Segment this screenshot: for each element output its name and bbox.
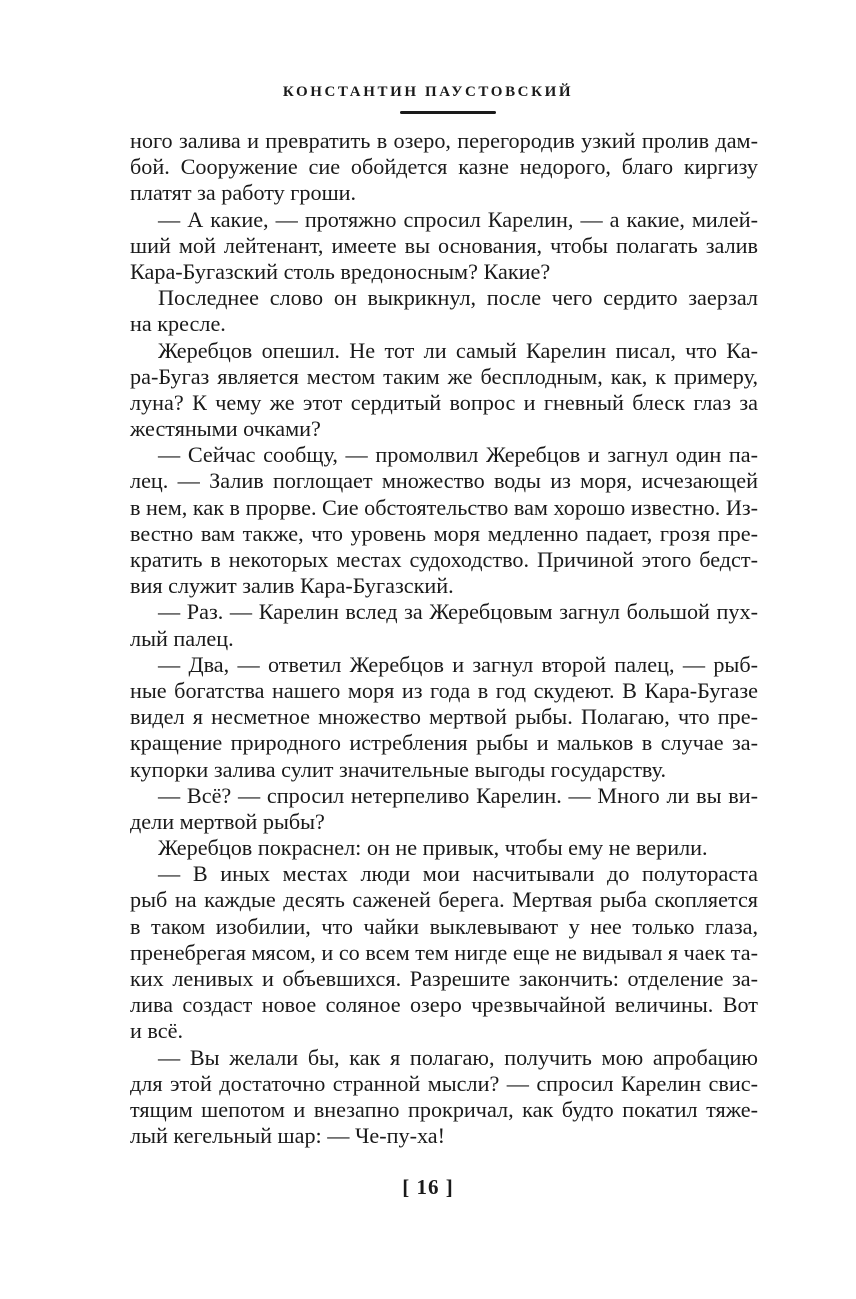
text-line: вия служит залив Кара-Бугазский.: [130, 573, 454, 599]
text-line: тящим шепотом и внезапно прокричал, как будто покатил тяже-: [130, 1096, 758, 1122]
text-line: дели мертвой рыбы?: [130, 808, 325, 834]
text-line: — Всё? — спросил нетерпеливо Карелин. — Много ли вы ви-: [158, 782, 758, 808]
text-line: ший мой лейтенант, имеете вы основания, чтобы полагать залив: [130, 232, 758, 258]
text-line: на кресле.: [130, 311, 226, 337]
text-line: видел я несметное множество мертвой рыбы. Полагаю, что пре-: [130, 704, 758, 730]
text-line: — Сейчас сообщу, — промолвил Жеребцов и загнул один па-: [158, 442, 758, 468]
text-line: Жеребцов опешил. Не тот ли самый Карелин писал, что Ка-: [158, 337, 758, 363]
text-line: для этой достаточно странной мысли? — спросил Карелин свис-: [130, 1070, 758, 1096]
text-line: Жеребцов покраснел: он не привык, чтобы ему не верили.: [158, 835, 708, 861]
text-line: кращение природного истребления рыбы и мальков в случае за-: [130, 730, 758, 756]
page-number: [ 16 ]: [402, 1175, 454, 1199]
text-line: купорки залива сулит значительные выгоды государству.: [130, 756, 667, 782]
text-line: кратить в некоторых местах судоходство. Причиной этого бедст-: [130, 547, 758, 572]
text-line: лива создаст новое соляное озеро чрезвычайной величины. Вот: [130, 992, 758, 1018]
text-line: луна? К чему же этот сердитый вопрос и гневный блеск глаз за: [130, 389, 758, 415]
header-rule: [400, 111, 496, 114]
text-line: вестно вам также, что уровень моря медленно падает, грозя пре-: [130, 520, 758, 546]
text-line: в таком изобилии, что чайки выклевывают у нее только глаза,: [130, 913, 758, 939]
text-line: пренебрегая мясом, и со всем тем нигде еще не видывал я чаек та-: [130, 939, 758, 965]
text-line: платят за работу гроши.: [130, 180, 357, 206]
text-line: ного залива и превратить в озеро, перегородив узкий пролив дам-: [130, 128, 758, 153]
text-line: лец. — Залив поглощает множество воды из моря, исчезающей: [130, 468, 758, 494]
text-line: в нем, как в прорве. Сие обстоятельство вам хорошо известно. Из-: [130, 494, 758, 520]
text-line: — А какие, — протяжно спросил Карелин, — а какие, милей-: [158, 206, 758, 232]
text-line: лый кегельный шар: — Че-пу-ха!: [130, 1123, 446, 1149]
text-line: лый палец.: [130, 625, 234, 651]
text-line: бой. Сооружение сие обойдется казне недорого, благо киргизу: [130, 154, 758, 180]
text-line: Кара-Бугазский столь вредоносным? Какие?: [130, 258, 551, 284]
text-line: ные богатства нашего моря из года в год скудеют. В Кара-Бугазе: [130, 677, 758, 703]
text-line: и всё.: [130, 1018, 184, 1044]
text-line: — В иных местах люди мои насчитывали до полутораста: [158, 861, 758, 887]
text-line: Последнее слово он выкрикнул, после чего сердито заерзал: [158, 285, 758, 311]
text-line: — Вы желали бы, как я полагаю, получить мою апробацию: [158, 1044, 758, 1070]
text-line: ких ленивых и объевшихся. Разрешите закончить: отделение за-: [130, 966, 758, 991]
text-line: — Два, — ответил Жеребцов и загнул второй палец, — рыб-: [158, 651, 758, 677]
text-line: ра-Бугаз является местом таким же бесплодным, как, к примеру,: [130, 363, 758, 389]
text-line: жестяными очками?: [130, 416, 321, 442]
text-line: рыб на каждые десять саженей берега. Мертвая рыба скопляется: [130, 887, 758, 913]
running-head-author: КОНСТАНТИН ПАУСТОВСКИЙ: [282, 84, 574, 100]
text-line: — Раз. — Карелин вслед за Жеребцовым загнул большой пух-: [158, 599, 758, 625]
body-text: [130, 128, 758, 1149]
